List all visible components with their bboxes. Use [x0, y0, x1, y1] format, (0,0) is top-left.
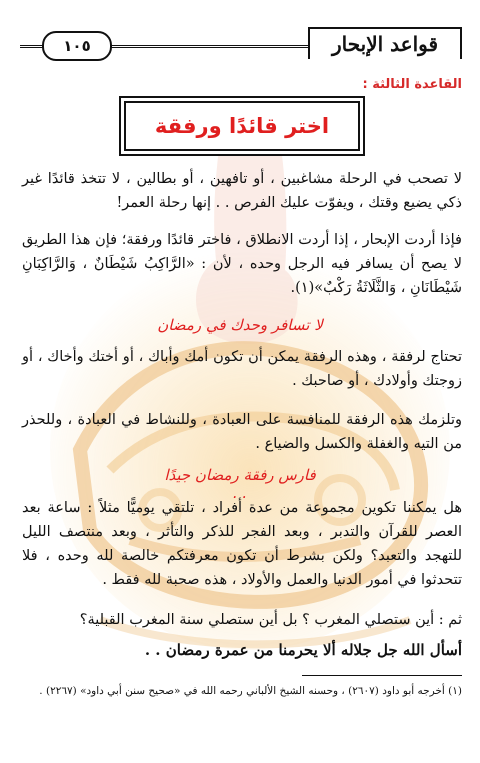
paragraph-4: وتلزمك هذه الرفقة للمنافسة على العبادة ، وللنشاط في العبادة ، وللحذر من التيه والغفلة والكسل والضياع . — [22, 412, 462, 452]
subheading-choose-companions: فارس رفقة رمضان جيدًا . . — [164, 466, 316, 502]
paragraph-1: لا تصحب في الرحلة مشاغبين ، أو تافهين ، أو بطالين ، لا تتخذ قائدًا غير ذكي يضيع وقتك ، ويفوّت عليك الفرص . . إنها رحلة العمر! — [22, 171, 462, 211]
page-number: ١٠٥ — [42, 31, 112, 61]
paragraph-6: ثم : أين ستصلي المغرب ؟ بل أين ستصلي سنة المغرب القبلية؟ — [79, 612, 462, 628]
footnote: (١) أخرجه أبو داود (٢٦٠٧) ، وحسنه الشيخ الألباني رحمه الله في «صحيح سنن أبي داود» (٢٢٦٧) . — [39, 685, 462, 697]
rule-label: القاعدة الثالثة : — [362, 77, 462, 92]
page-header — [20, 26, 462, 60]
paragraph-2: فإذا أردت الإبحار ، إذا أردت الانطلاق ، فاختر قائدًا ورفقة؛ فإن هذا الطريق لا يصح أن يسافر فيه الرجل وحده ، لأن : «الرَّاكِبُ شَيْطَانٌ ، وَالرَّاكِبَانِ شَيْطَانَانِ ، وَالثَّلَاثَةُ رَكْبٌ»(١). — [22, 232, 462, 296]
closing-supplication: أسأل الله جل جلاله ألا يحرمنا من عمرة رمضان . . — [144, 641, 462, 659]
footnote-divider — [302, 675, 462, 676]
subheading-travel-alone: لا تسافر وحدك في رمضان — [157, 316, 323, 334]
section-title-box — [124, 101, 360, 151]
running-title: قواعد الإبحار — [308, 27, 462, 59]
paragraph-5: هل يمكننا تكوين مجموعة من عدة أفراد ، تلتقي يوميًّا مثلاً : ساعة بعد العصر للقرآن والتدبر ، وبعد الفجر للذكر والتأثر ، وبعد منتصف الليل للتهجد والتعبد؟ ولكن بشرط أن تكون معرفتكم خالصة لله وحده ، فلا تتحدثوا في أمور الدنيا والعمل والأولاد ، هذه صحبة لله فقط . — [22, 500, 462, 588]
paragraph-3: تحتاج لرفقة ، وهذه الرفقة يمكن أن تكون أمك وأباك ، أو أختك وأخاك ، أو زوجتك وأولادك ، أو صاحبك . — [22, 349, 462, 389]
section-title: اختر قائدًا ورفقة — [154, 114, 330, 138]
